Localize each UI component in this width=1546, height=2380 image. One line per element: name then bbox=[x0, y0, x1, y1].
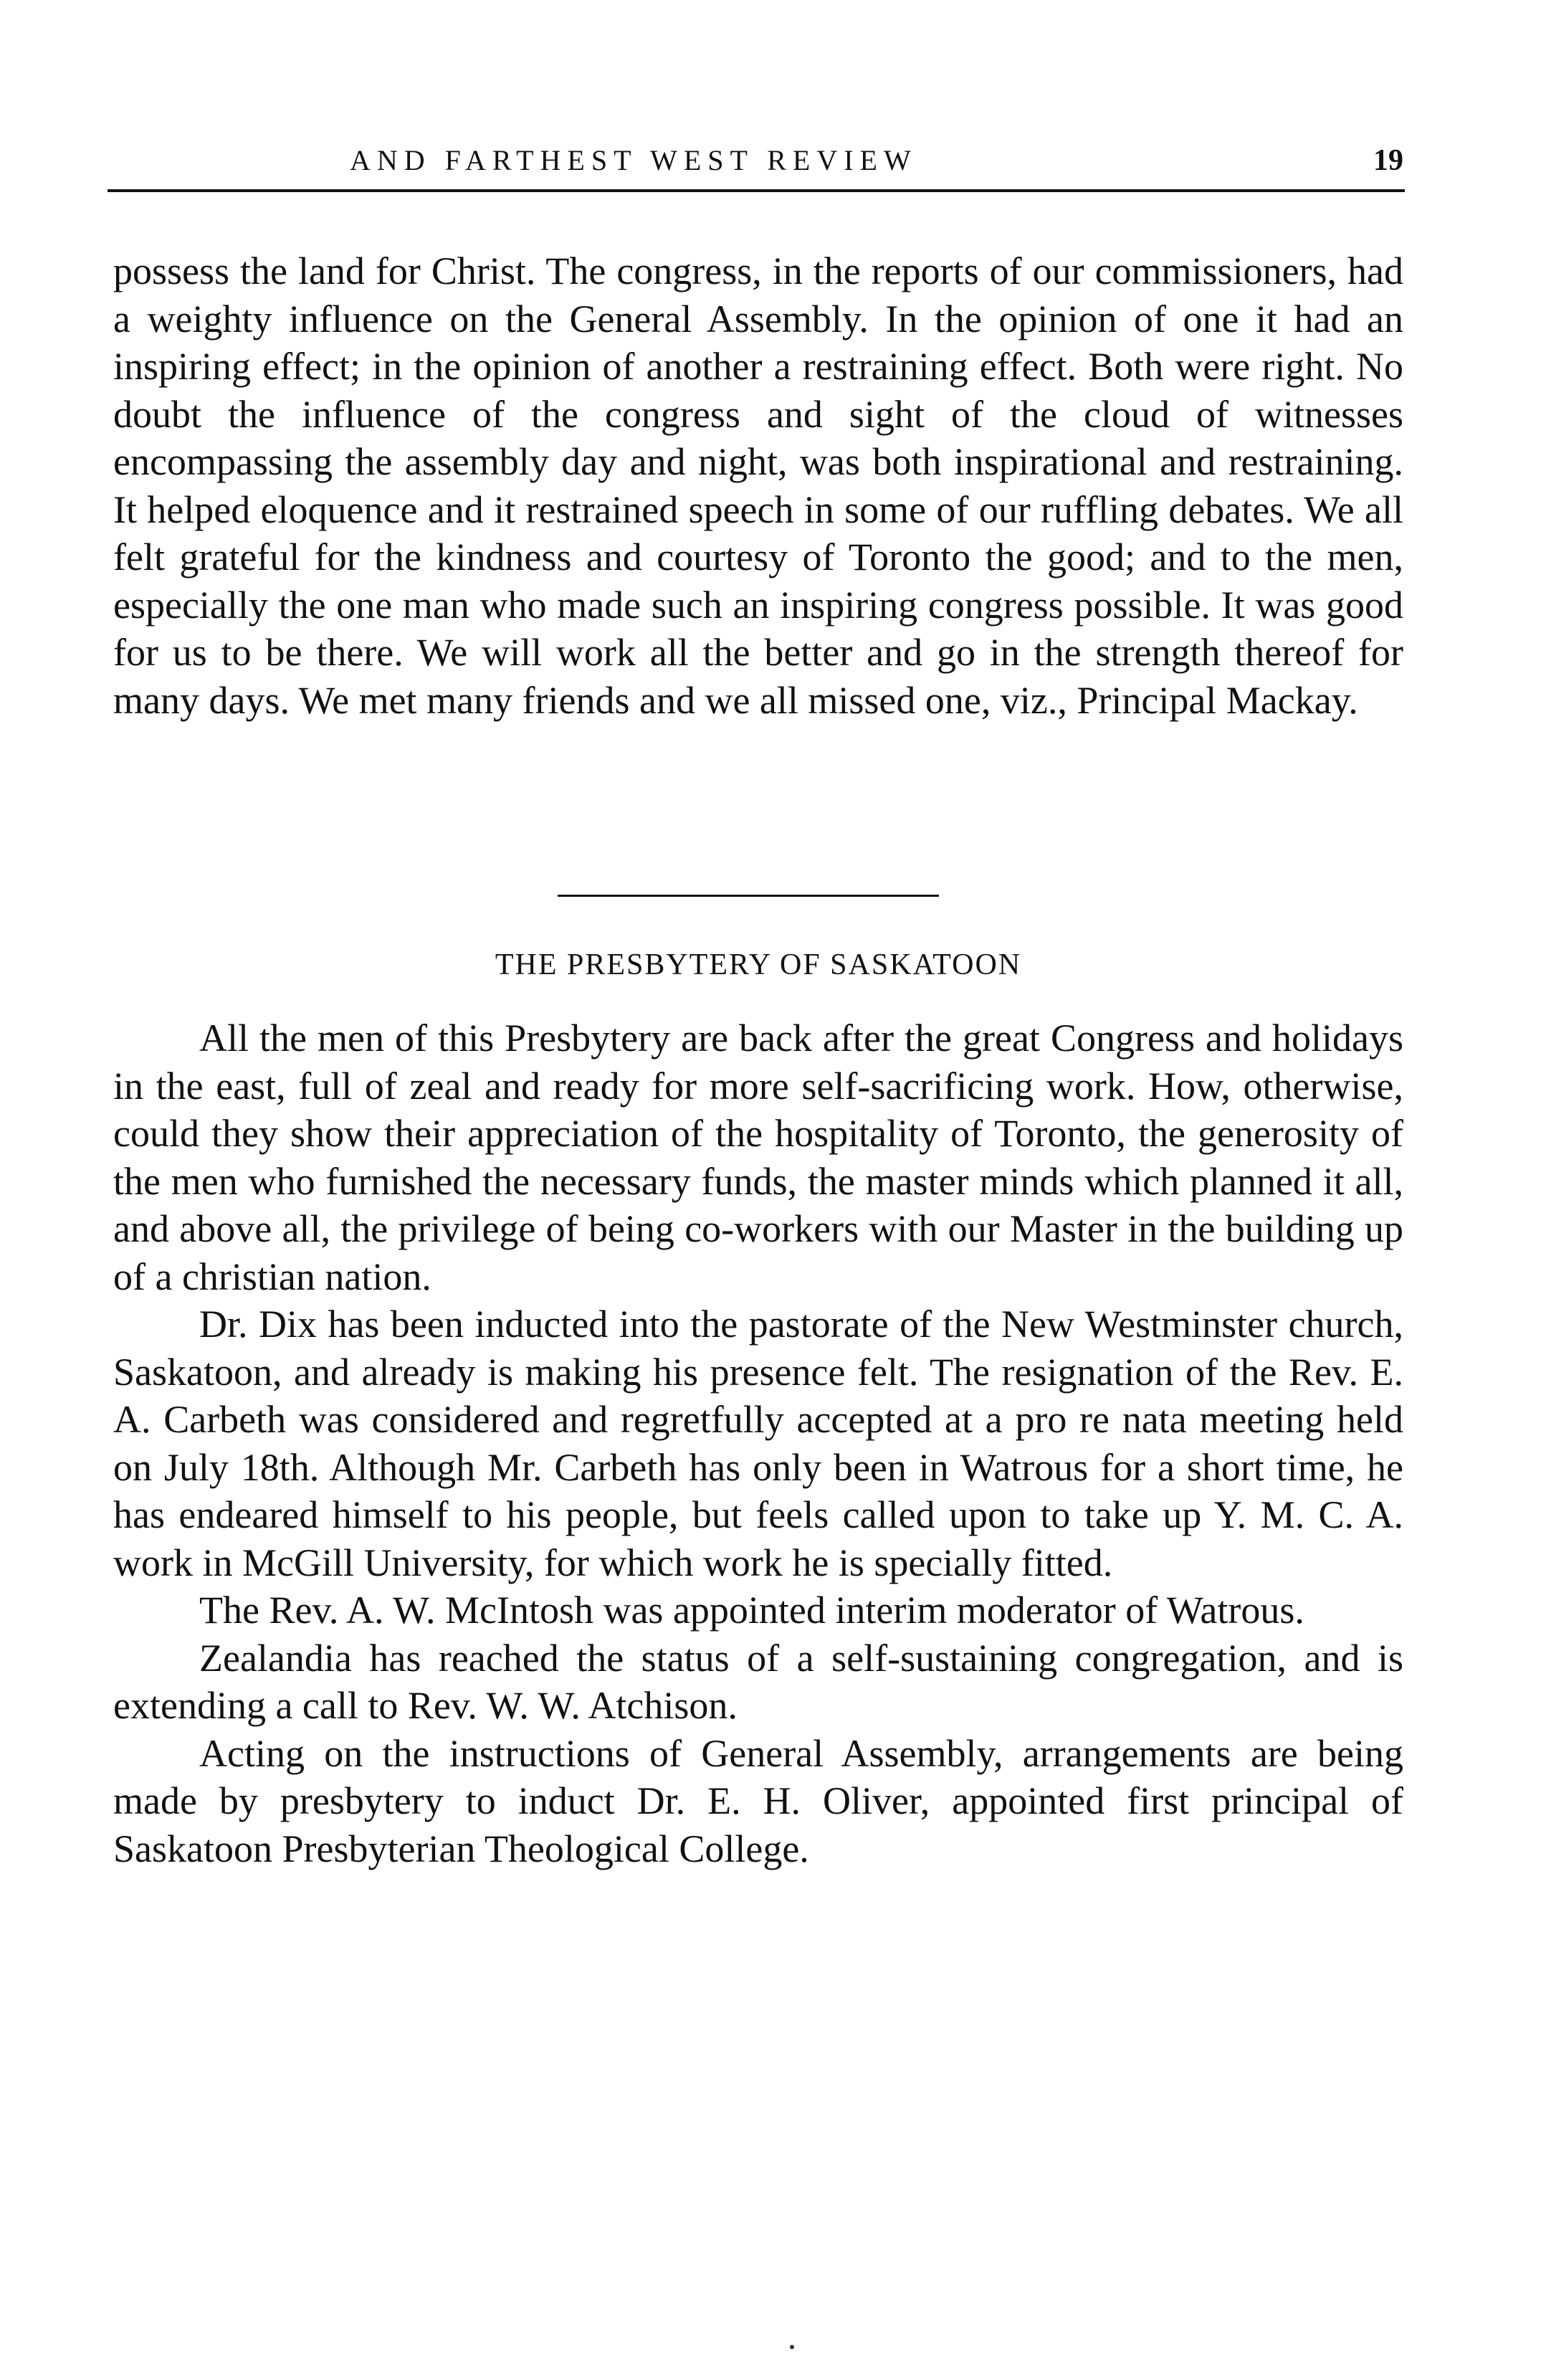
section-paragraph: All the men of this Presbytery are back after the great Congress and holidays in the east, full of zeal and ready for more self-sacrificing work. How, otherwise, could they show their appreciation of the hospitality of Toronto, the generosity of the men who furnished the necessary funds, the master minds which planned it all, and above all, the privilege of being co-workers with our Master in the building up of a christian nation. bbox=[113, 1017, 1403, 1298]
section-title: THE PRESBYTERY OF SASKATOON bbox=[495, 948, 1022, 981]
running-title: AND FARTHEST WEST REVIEW bbox=[350, 144, 917, 176]
page-number: 19 bbox=[1373, 144, 1403, 177]
section-body bbox=[113, 1014, 1403, 1872]
continuation-paragraph: possess the land for Christ. The congress, in the reports of our commissioners, had a weighty influence on the General Assembly. In the opinion of one it had an inspiring effect; in the opinion of another a restraining effect. Both were right. No doubt the influence of the congress and sight of the cloud of witnesses encompassing the assembly day and night, was both inspirational and restraining. It helped eloquence and it restrained speech in some of our ruffling debates. We all felt grateful for the kindness and courtesy of Toronto the good; and to the men, especially the one man who made such an inspiring congress possible. It was good for us to be there. We will work all the better and go in the strength thereof for many days. We met many friends and we all missed one, viz., Principal Mackay. bbox=[113, 249, 1403, 722]
section-paragraph: Acting on the instructions of General Assembly, arrangements are being made by presbytery to induct Dr. E. H. Oliver, appointed first principal of Saskatoon Presbyterian Theological College. bbox=[113, 1731, 1403, 1870]
section-divider bbox=[558, 895, 939, 897]
page-speck bbox=[790, 2345, 794, 2349]
header-rule bbox=[108, 189, 1405, 192]
section-paragraph: The Rev. A. W. McIntosh was appointed interim moderator of Watrous. bbox=[199, 1589, 1304, 1632]
section-paragraph: Dr. Dix has been inducted into the pastorate of the New Westminster church, Saskatoon, and already is making his presence felt. The resignation of the Rev. E. A. Carbeth was considered and regretfully accepted at a pro re nata meeting held on July 18th. Although Mr. Carbeth has only been in Watrous for a short time, he has endeared himself to his people, but feels called upon to take up Y. M. C. A. work in McGill University, for which work he is specially fitted. bbox=[113, 1303, 1403, 1584]
section-paragraph: Zealandia has reached the status of a self-sustaining congregation, and is extending a call to Rev. W. W. Atchison. bbox=[113, 1636, 1403, 1727]
running-header bbox=[113, 141, 1403, 184]
